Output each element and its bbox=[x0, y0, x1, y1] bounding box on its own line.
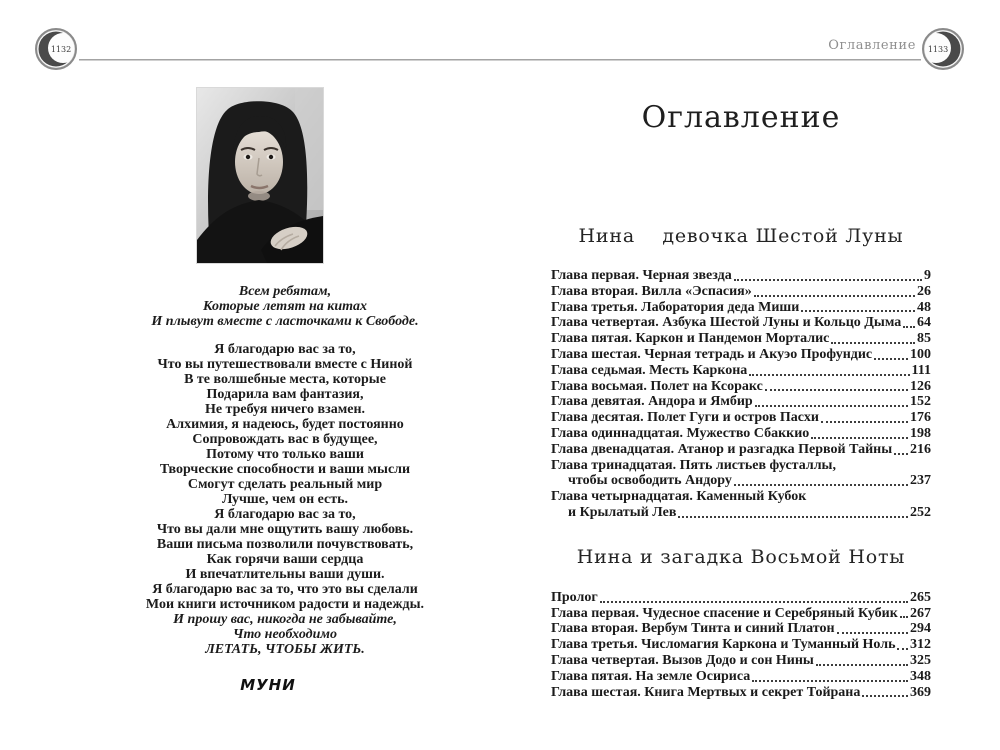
toc-entry bbox=[551, 669, 931, 685]
dedication-line: Всем ребятам, bbox=[238, 284, 332, 299]
right-page-number-medallion bbox=[921, 27, 965, 71]
author-photo bbox=[197, 88, 323, 263]
dedication-line: Алхимия, я надеюсь, будет постоянно bbox=[166, 417, 404, 432]
toc-page-number: 294 bbox=[910, 621, 931, 637]
toc-entry-label: Глава вторая. Вербум Тинта и синий Платон bbox=[551, 621, 835, 637]
toc-entry-label: Пролог bbox=[551, 589, 598, 605]
toc-entry bbox=[551, 300, 931, 316]
toc-entry bbox=[551, 458, 931, 474]
dedication-text bbox=[118, 284, 452, 657]
toc-entry-label: Глава третья. Лаборатория деда Миши bbox=[551, 299, 800, 315]
toc-entry bbox=[551, 331, 931, 347]
toc-leader-dots bbox=[678, 516, 908, 518]
dedication-line: Не требуя ничего взамен. bbox=[204, 402, 366, 417]
toc-entry-label: Глава шестая. Книга Мертвых и секрет Тойрана bbox=[551, 684, 861, 700]
toc-entry bbox=[551, 442, 931, 458]
toc-entry-label: Глава десятая. Полет Гуги и остров Пасхи bbox=[551, 410, 819, 426]
toc-entry bbox=[551, 505, 931, 521]
toc-leader-dots bbox=[903, 326, 915, 328]
dedication-line: Я благодарю вас за то, bbox=[214, 342, 356, 357]
toc-page-number: 126 bbox=[910, 378, 931, 394]
toc-title: Оглавление bbox=[641, 100, 841, 135]
toc-page-number: 152 bbox=[910, 394, 931, 410]
toc-entry bbox=[551, 284, 931, 300]
toc-entry bbox=[551, 379, 931, 395]
toc-entry bbox=[551, 606, 931, 622]
dedication-line: Которые летят на китах bbox=[202, 299, 367, 314]
toc-leader-dots bbox=[837, 632, 908, 634]
toc-page-number: 176 bbox=[910, 410, 931, 426]
toc-page-number: 325 bbox=[910, 652, 931, 668]
toc-leader-dots bbox=[816, 664, 908, 666]
toc-entry-label: Глава тринадцатая. Пять листьев фусталлы, bbox=[551, 457, 836, 473]
toc-leader-dots bbox=[765, 389, 908, 391]
toc-entry bbox=[551, 315, 931, 331]
toc-entry-label: Глава шестая. Черная тетрадь и Акуэо Профундис bbox=[551, 346, 873, 362]
toc-page-number: 265 bbox=[910, 589, 931, 605]
toc-leader-dots bbox=[894, 453, 908, 455]
toc-entry-label: Глава вторая. Вилла «Эспасия» bbox=[551, 283, 752, 299]
toc-page-number: 369 bbox=[910, 684, 931, 700]
toc-page-number: 85 bbox=[917, 331, 931, 347]
dedication-line: Что необходимо bbox=[233, 627, 337, 642]
toc-entry bbox=[551, 685, 931, 701]
toc-page-number: 198 bbox=[910, 425, 931, 441]
dedication-line: Я благодарю вас за то, что это вы сделали bbox=[152, 582, 418, 597]
toc-entry-label: чтобы освободить Андору bbox=[568, 473, 732, 489]
left-page-number: 1132 bbox=[50, 45, 72, 54]
dedication-line: В те волшебные места, которые bbox=[184, 372, 386, 387]
header-rule-divider bbox=[79, 59, 921, 61]
toc-entry bbox=[551, 268, 931, 284]
toc-entry bbox=[551, 363, 931, 379]
toc-leader-dots bbox=[749, 374, 909, 376]
dedication-line: И впечатлительны ваши души. bbox=[185, 567, 385, 582]
right-page-number: 1133 bbox=[927, 45, 949, 54]
toc-entry bbox=[551, 489, 931, 505]
dedication-line: Лучше, чем он есть. bbox=[221, 492, 349, 507]
dedication-line: Мои книги источником радости и надежды. bbox=[145, 597, 425, 612]
toc-entry-list bbox=[551, 268, 931, 521]
toc-page-number: 100 bbox=[910, 346, 931, 362]
toc-entry-label: Глава девятая. Андора и Ямбир bbox=[551, 394, 753, 410]
toc-entry bbox=[551, 653, 931, 669]
toc-page-number: 9 bbox=[924, 268, 931, 283]
dedication-line: Творческие способности и ваши мысли bbox=[159, 462, 411, 477]
toc-entry-list bbox=[551, 590, 931, 701]
toc-entry-label: Глава четырнадцатая. Каменный Кубок bbox=[551, 489, 807, 505]
toc-entry-label: Глава четвертая. Вызов Додо и сон Нины bbox=[551, 652, 814, 668]
toc-leader-dots bbox=[900, 616, 908, 618]
toc-page-number: 26 bbox=[917, 283, 931, 299]
toc-leader-dots bbox=[831, 342, 915, 344]
toc-entry-label: Глава одиннадцатая. Мужество Сбаккио bbox=[551, 425, 810, 441]
dedication-line: Что вы путешествовали вместе с Ниной bbox=[157, 357, 413, 372]
dedication-line: Как горячи ваши сердца bbox=[206, 552, 364, 567]
toc-entry-label: Глава первая. Чудесное спасение и Серебряный Кубик bbox=[551, 605, 898, 621]
toc-entry-label: Глава седьмая. Месть Каркона bbox=[551, 362, 748, 378]
dedication-line: Что вы дали мне ощутить вашу любовь. bbox=[156, 522, 414, 537]
toc-leader-dots bbox=[755, 405, 908, 407]
dedication-line: Я благодарю вас за то, bbox=[214, 507, 356, 522]
toc-entry bbox=[551, 590, 931, 606]
dedication-line: Ваши письма позволили почувствовать, bbox=[156, 537, 414, 552]
toc-page-number: 111 bbox=[911, 362, 931, 378]
dedication-line: Подарила вам фантазия, bbox=[206, 387, 364, 402]
toc-entry-label: Глава третья. Числомагия Каркона и Туманный Ноль bbox=[551, 637, 896, 653]
toc-page-number: 216 bbox=[910, 441, 931, 457]
dedication-line: И прошу вас, никогда не забывайте, bbox=[173, 612, 397, 627]
toc-entry-label: Глава пятая. На земле Осириса bbox=[551, 668, 751, 684]
toc-leader-dots bbox=[734, 484, 908, 486]
toc-leader-dots bbox=[897, 648, 908, 650]
dedication-line: ЛЕТАТЬ, ЧТОБЫ ЖИТЬ. bbox=[205, 642, 365, 657]
table-of-contents bbox=[551, 98, 931, 700]
toc-leader-dots bbox=[821, 421, 908, 423]
toc-entry-label: Глава первая. Черная звезда bbox=[551, 268, 732, 283]
toc-page-number: 237 bbox=[910, 473, 931, 489]
toc-leader-dots bbox=[874, 358, 908, 360]
toc-entry bbox=[551, 410, 931, 426]
toc-leader-dots bbox=[811, 437, 908, 439]
toc-section-heading: Нина девочка Шестой Луны bbox=[578, 225, 904, 247]
toc-entry-label: Глава двенадцатая. Атанор и разгадка Первой Тайны bbox=[551, 441, 893, 457]
running-title: Оглавление bbox=[828, 38, 916, 53]
dedication-line: Потому что только ваши bbox=[206, 447, 364, 462]
toc-entry bbox=[551, 426, 931, 442]
toc-entry-label: Глава четвертая. Азбука Шестой Луны и Кольцо Дыма bbox=[551, 315, 902, 331]
toc-page-number: 312 bbox=[910, 637, 931, 653]
dedication-line: Сопровождать вас в будущее, bbox=[192, 432, 378, 447]
toc-entry bbox=[551, 347, 931, 363]
toc-leader-dots bbox=[862, 695, 908, 697]
toc-page-number: 348 bbox=[910, 668, 931, 684]
toc-page-number: 64 bbox=[917, 315, 931, 331]
toc-entry bbox=[551, 394, 931, 410]
toc-entry bbox=[551, 621, 931, 637]
toc-entry bbox=[551, 637, 931, 653]
toc-leader-dots bbox=[752, 680, 908, 682]
toc-section-heading: Нина и загадка Восьмой Ноты bbox=[576, 545, 906, 568]
toc-entry-label: Глава восьмая. Полет на Ксоракс bbox=[551, 378, 763, 394]
dedication-line: И плывут вместе с ласточками к Свободе. bbox=[151, 314, 419, 329]
toc-entry-label: Глава пятая. Каркон и Пандемон Морталис bbox=[551, 331, 830, 347]
toc-leader-dots bbox=[734, 279, 922, 281]
toc-page-number: 267 bbox=[910, 605, 931, 621]
author-signature: МУНИ bbox=[240, 676, 296, 694]
toc-page-number: 48 bbox=[917, 299, 931, 315]
toc-page-number: 252 bbox=[910, 504, 931, 520]
toc-entry bbox=[551, 473, 931, 489]
toc-leader-dots bbox=[754, 295, 915, 297]
toc-leader-dots bbox=[801, 310, 915, 312]
toc-entry-label: и Крылатый Лев bbox=[568, 504, 677, 520]
dedication-line: Смогут сделать реальный мир bbox=[187, 477, 383, 492]
toc-leader-dots bbox=[600, 601, 908, 603]
